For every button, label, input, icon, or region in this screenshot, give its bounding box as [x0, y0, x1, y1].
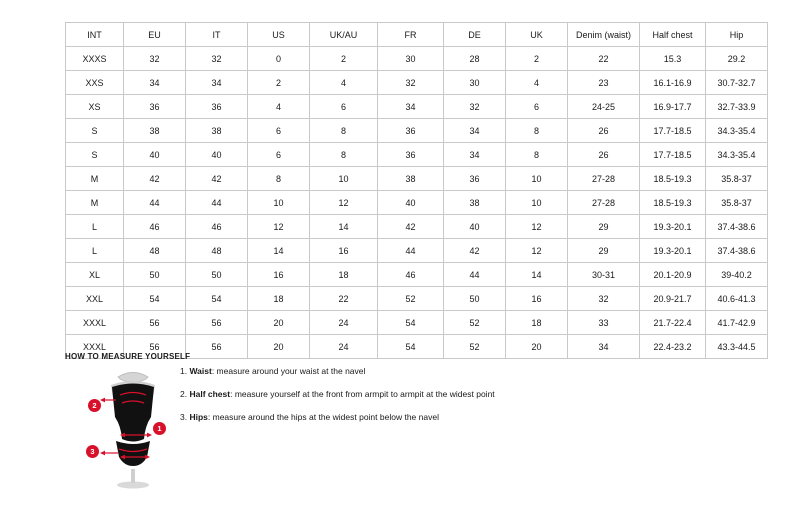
table-cell: 20 — [248, 335, 310, 359]
table-cell: 28 — [444, 47, 506, 71]
table-cell: 36 — [378, 119, 444, 143]
table-row — [66, 191, 768, 215]
table-cell: 20 — [248, 311, 310, 335]
table-cell: 4 — [506, 71, 568, 95]
table-cell: 34 — [444, 119, 506, 143]
table-cell: 42 — [124, 167, 186, 191]
table-cell: 20.9-21.7 — [640, 287, 706, 311]
table-cell: 10 — [248, 191, 310, 215]
table-cell: 46 — [378, 263, 444, 287]
table-cell: L — [66, 215, 124, 239]
table-cell: 32 — [186, 47, 248, 71]
table-cell: 52 — [378, 287, 444, 311]
table-cell: 50 — [124, 263, 186, 287]
table-cell: XXXL — [66, 335, 124, 359]
table-cell: M — [66, 191, 124, 215]
table-cell: 18 — [506, 311, 568, 335]
table-cell: 6 — [248, 119, 310, 143]
table-cell: 20 — [506, 335, 568, 359]
table-cell: 56 — [124, 335, 186, 359]
table-cell: 32 — [444, 95, 506, 119]
table-row — [66, 71, 768, 95]
table-cell: 12 — [248, 215, 310, 239]
table-cell: 52 — [444, 311, 506, 335]
table-cell: 32 — [378, 71, 444, 95]
table-cell: 52 — [444, 335, 506, 359]
table-cell: 30 — [378, 47, 444, 71]
table-cell: 44 — [186, 191, 248, 215]
table-cell: 8 — [310, 143, 378, 167]
table-cell: 15.3 — [640, 47, 706, 71]
table-cell: 36 — [124, 95, 186, 119]
table-cell: 35.8-37 — [706, 191, 768, 215]
table-cell: 42 — [186, 167, 248, 191]
table-row — [66, 287, 768, 311]
table-cell: 34 — [124, 71, 186, 95]
measure-instruction-text: : measure around your waist at the navel — [211, 366, 366, 376]
table-cell: 8 — [506, 119, 568, 143]
measure-marker-1: 1 — [153, 422, 166, 435]
measure-instruction-item — [180, 389, 600, 400]
table-cell: 54 — [378, 335, 444, 359]
table-cell: 14 — [506, 263, 568, 287]
table-row — [66, 95, 768, 119]
table-cell: 6 — [248, 143, 310, 167]
table-cell: 34 — [378, 95, 444, 119]
table-cell: 34.3-35.4 — [706, 119, 768, 143]
table-cell: 56 — [186, 335, 248, 359]
table-header-cell: Denim (waist) — [568, 23, 640, 47]
table-cell: 18 — [248, 287, 310, 311]
table-cell: 39-40.2 — [706, 263, 768, 287]
measure-instruction-item — [180, 412, 600, 423]
table-header-cell: UK — [506, 23, 568, 47]
measure-marker-3: 3 — [86, 445, 99, 458]
table-cell: XL — [66, 263, 124, 287]
table-row — [66, 143, 768, 167]
table-cell: 16 — [310, 239, 378, 263]
table-cell: 34 — [568, 335, 640, 359]
table-cell: 32 — [124, 47, 186, 71]
table-cell: 38 — [186, 119, 248, 143]
table-cell: 16 — [506, 287, 568, 311]
table-header-cell: EU — [124, 23, 186, 47]
table-cell: 30.7-32.7 — [706, 71, 768, 95]
table-cell: 12 — [310, 191, 378, 215]
table-cell: 41.7-42.9 — [706, 311, 768, 335]
table-cell: 43.3-44.5 — [706, 335, 768, 359]
table-row — [66, 311, 768, 335]
measure-instruction-term: Waist — [189, 366, 212, 376]
table-row — [66, 119, 768, 143]
measure-marker-2: 2 — [88, 399, 101, 412]
measure-instruction-term: Hips — [189, 412, 208, 423]
table-cell: 30-31 — [568, 263, 640, 287]
table-cell: 54 — [186, 287, 248, 311]
measure-instructions — [180, 366, 600, 435]
table-row — [66, 215, 768, 239]
table-cell: 32.7-33.9 — [706, 95, 768, 119]
table-cell: 36 — [378, 143, 444, 167]
table-row — [66, 47, 768, 71]
table-cell: 30 — [444, 71, 506, 95]
table-cell: 42 — [444, 239, 506, 263]
table-cell: 19.3-20.1 — [640, 239, 706, 263]
table-header-cell: IT — [186, 23, 248, 47]
table-cell: 48 — [124, 239, 186, 263]
table-cell: 24 — [310, 335, 378, 359]
table-cell: 32 — [568, 287, 640, 311]
table-cell: 17.7-18.5 — [640, 119, 706, 143]
table-cell: 8 — [310, 119, 378, 143]
table-cell: 29.2 — [706, 47, 768, 71]
table-cell: 2 — [506, 47, 568, 71]
table-cell: S — [66, 119, 124, 143]
table-cell: 29 — [568, 239, 640, 263]
table-cell: 38 — [124, 119, 186, 143]
table-cell: 33 — [568, 311, 640, 335]
table-cell: 0 — [248, 47, 310, 71]
table-cell: 40 — [444, 215, 506, 239]
table-cell: 42 — [378, 215, 444, 239]
table-cell: 34.3-35.4 — [706, 143, 768, 167]
table-cell: 14 — [248, 239, 310, 263]
table-cell: 8 — [506, 143, 568, 167]
table-cell: 34 — [444, 143, 506, 167]
table-cell: 14 — [310, 215, 378, 239]
table-cell: 18 — [310, 263, 378, 287]
table-cell: 21.7-22.4 — [640, 311, 706, 335]
table-cell: 17.7-18.5 — [640, 143, 706, 167]
measure-instruction-number: 3. — [180, 412, 188, 423]
table-row — [66, 167, 768, 191]
mannequin-illustration — [78, 365, 188, 490]
table-cell: L — [66, 239, 124, 263]
table-cell: 18.5-19.3 — [640, 167, 706, 191]
table-header-cell: FR — [378, 23, 444, 47]
table-cell: 4 — [248, 95, 310, 119]
table-cell: 24 — [310, 311, 378, 335]
table-cell: 16.1-16.9 — [640, 71, 706, 95]
table-cell: 44 — [378, 239, 444, 263]
measure-instruction-text: : measure around the hips at the widest point below the navel — [207, 412, 439, 423]
table-cell: 26 — [568, 143, 640, 167]
table-cell: 22.4-23.2 — [640, 335, 706, 359]
table-cell: XXL — [66, 287, 124, 311]
table-cell: 36 — [186, 95, 248, 119]
table-cell: 34 — [186, 71, 248, 95]
table-header-cell: Hip — [706, 23, 768, 47]
table-cell: 20.1-20.9 — [640, 263, 706, 287]
table-cell: S — [66, 143, 124, 167]
table-cell: 12 — [506, 239, 568, 263]
table-cell: 50 — [186, 263, 248, 287]
table-header-cell: DE — [444, 23, 506, 47]
table-cell: XXS — [66, 71, 124, 95]
table-cell: 12 — [506, 215, 568, 239]
table-cell: 54 — [378, 311, 444, 335]
table-cell: 16.9-17.7 — [640, 95, 706, 119]
table-cell: 40 — [124, 143, 186, 167]
table-cell: 44 — [444, 263, 506, 287]
table-cell: 22 — [310, 287, 378, 311]
table-cell: 56 — [186, 311, 248, 335]
table-cell: 50 — [444, 287, 506, 311]
measure-instruction-number: 2. — [180, 389, 188, 400]
table-header-cell: Half chest — [640, 23, 706, 47]
table-cell: 22 — [568, 47, 640, 71]
table-cell: 38 — [444, 191, 506, 215]
table-cell: 36 — [444, 167, 506, 191]
table-cell: 44 — [124, 191, 186, 215]
table-cell: 23 — [568, 71, 640, 95]
measure-instruction-item — [180, 366, 600, 377]
table-cell: 6 — [506, 95, 568, 119]
table-cell: XXXS — [66, 47, 124, 71]
table-cell: 48 — [186, 239, 248, 263]
table-cell: 8 — [248, 167, 310, 191]
table-cell: 18.5-19.3 — [640, 191, 706, 215]
table-cell: 35.8-37 — [706, 167, 768, 191]
table-cell: 56 — [124, 311, 186, 335]
table-header-cell: UK/AU — [310, 23, 378, 47]
table-cell: 37.4-38.6 — [706, 215, 768, 239]
table-cell: M — [66, 167, 124, 191]
table-cell: 46 — [124, 215, 186, 239]
table-header-cell: INT — [66, 23, 124, 47]
table-header-row — [66, 23, 768, 47]
table-cell: 54 — [124, 287, 186, 311]
table-cell: 29 — [568, 215, 640, 239]
table-cell: 37.4-38.6 — [706, 239, 768, 263]
table-cell: 26 — [568, 119, 640, 143]
table-cell: 24-25 — [568, 95, 640, 119]
table-cell: 2 — [248, 71, 310, 95]
table-cell: 16 — [248, 263, 310, 287]
table-cell: XXXL — [66, 311, 124, 335]
table-row — [66, 263, 768, 287]
table-cell: 2 — [310, 47, 378, 71]
table-header-cell: US — [248, 23, 310, 47]
table-cell: 40.6-41.3 — [706, 287, 768, 311]
table-cell: 38 — [378, 167, 444, 191]
table-cell: 27-28 — [568, 167, 640, 191]
table-cell: XS — [66, 95, 124, 119]
size-conversion-table — [65, 22, 768, 359]
table-cell: 19.3-20.1 — [640, 215, 706, 239]
measure-instruction-term: Half chest — [189, 389, 231, 400]
table-cell: 46 — [186, 215, 248, 239]
table-cell: 40 — [378, 191, 444, 215]
table-cell: 27-28 — [568, 191, 640, 215]
table-cell: 10 — [310, 167, 378, 191]
table-cell: 6 — [310, 95, 378, 119]
measure-instruction-text: : measure yourself at the front from armpit to armpit at the widest point — [230, 389, 495, 400]
table-cell: 10 — [506, 167, 568, 191]
table-row — [66, 239, 768, 263]
table-cell: 10 — [506, 191, 568, 215]
measure-instruction-number: 1. — [180, 366, 188, 376]
table-cell: 40 — [186, 143, 248, 167]
how-to-measure-heading: HOW TO MEASURE YOURSELF — [65, 352, 191, 361]
table-cell: 4 — [310, 71, 378, 95]
